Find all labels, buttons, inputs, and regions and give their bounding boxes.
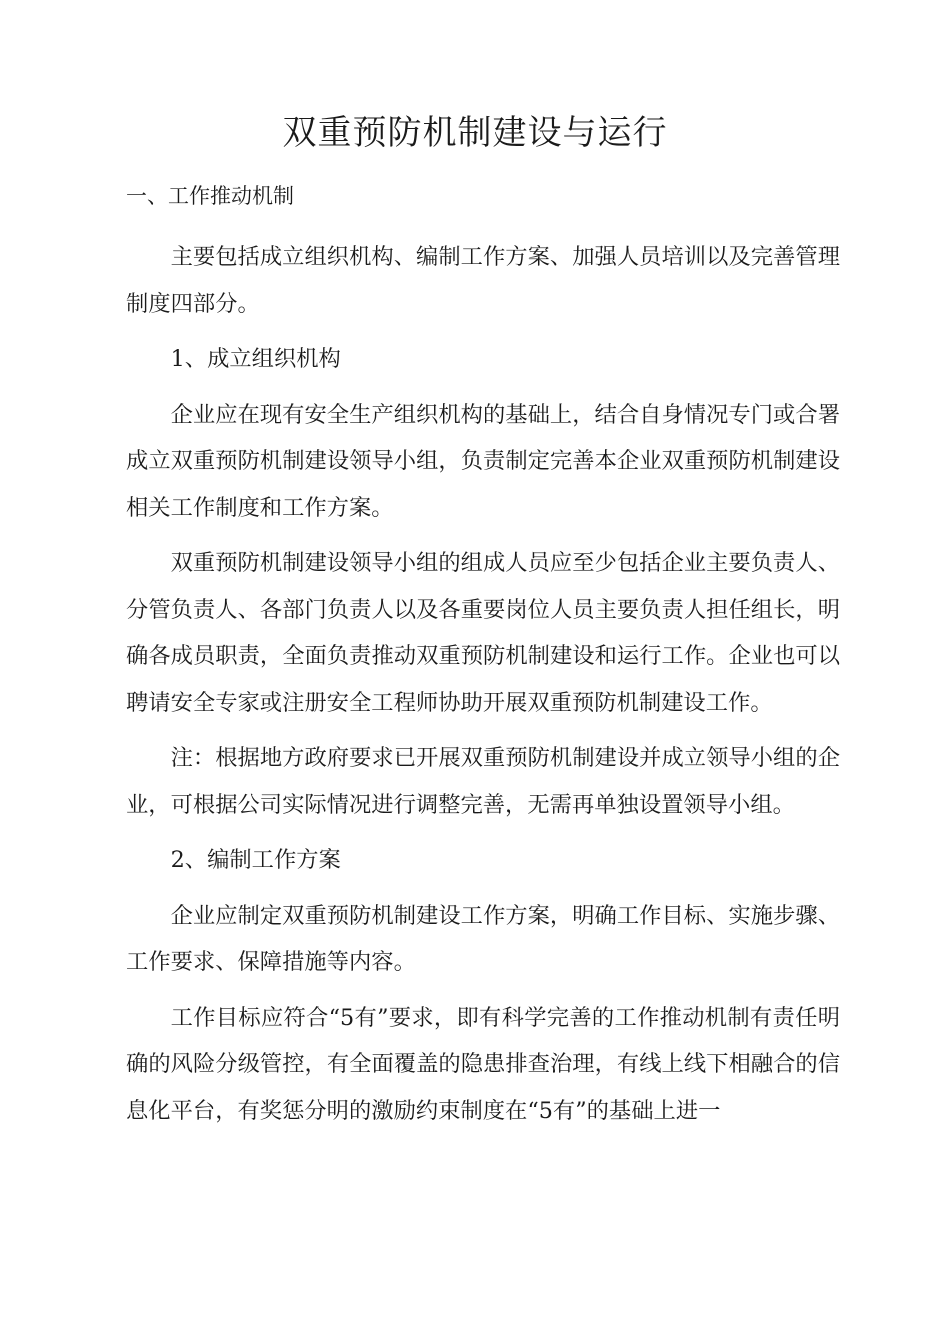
paragraph-leadership-group: 双重预防机制建设领导小组的组成人员应至少包括企业主要负责人、分管负责人、各部门负责人以及各重要岗位人员主要负责人担任组长，明确各成员职责，全面负责推动双重预防机制建设和运行工作。企业也可以聘请安全专家或注册安全工程师协助开展双重预防机制建设工作。 <box>126 550 840 716</box>
paragraph-overview: 主要包括成立组织机构、编制工作方案、加强人员培训以及完善管理制度四部分。 <box>126 244 840 317</box>
paragraph-work-goals: 工作目标应符合“5有”要求，即有科学完善的工作推动机制有责任明确的风险分级管控，有全面覆盖的隐患排查治理，有线上线下相融合的信息化平台，有奖惩分明的激励约束制度在“5有”的基础上进一 <box>126 1004 840 1124</box>
paragraph-work-plan: 企业应制定双重预防机制建设工作方案，明确工作目标、实施步骤、工作要求、保障措施等内容。 <box>126 902 840 975</box>
document-title: 双重预防机制建设与运行 <box>282 113 668 153</box>
document-body <box>126 234 840 1143</box>
subheading-organization: 1、成立组织机构 <box>170 346 341 372</box>
section-heading: 一、工作推动机制 <box>126 184 294 208</box>
paragraph-note: 注：根据地方政府要求已开展双重预防机制建设并成立领导小组的企业，可根据公司实际情况进行调整完善，无需再单独设置领导小组。 <box>126 745 840 818</box>
paragraph-organization: 企业应在现有安全生产组织机构的基础上，结合自身情况专门或合署成立双重预防机制建设领导小组，负责制定完善本企业双重预防机制建设相关工作制度和工作方案。 <box>126 401 840 521</box>
subheading-work-plan: 2、编制工作方案 <box>170 847 341 873</box>
